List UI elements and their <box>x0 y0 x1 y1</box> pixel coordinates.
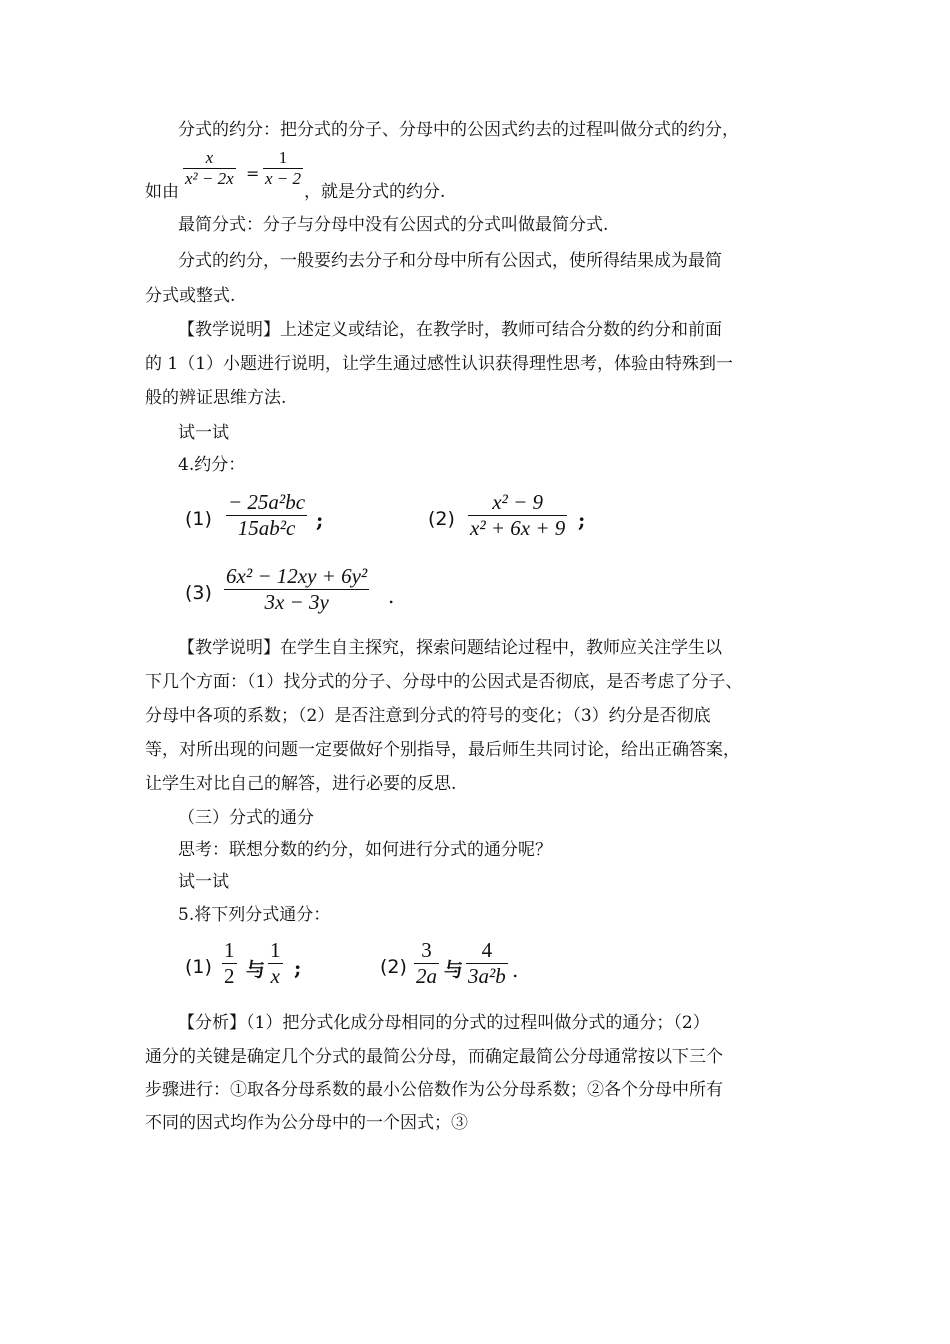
fraction-numerator: − 25a²bc <box>228 490 306 514</box>
q5-sep-1: ; <box>294 956 302 980</box>
fraction-denominator: 15ab²c <box>237 516 296 540</box>
teaching-note1-line3: 般的辨证思维方法. <box>145 388 287 408</box>
q5-with-1: 与 <box>246 959 266 981</box>
equals-sign: = <box>246 164 260 183</box>
definition-reduction-line1: 分式的约分：把分式的分子、分母中的公因式约去的过程叫做分式的约分， <box>178 120 739 140</box>
fraction-denominator: 2a <box>416 964 437 988</box>
fraction-numerator: 1 <box>278 148 288 167</box>
fraction-numerator: x² − 9 <box>492 490 544 514</box>
question5-title: 5.将下列分式通分： <box>178 905 331 925</box>
teaching-note2-line4: 等，对所出现的问题一定要做好个别指导，最后师生共同讨论，给出正确答案， <box>145 740 740 760</box>
example-prefix: 如由 <box>145 182 179 202</box>
question4-title: 4.约分： <box>178 455 246 475</box>
q4-fraction-2 <box>468 490 567 541</box>
q5-with-2: 与 <box>444 959 464 981</box>
q5-label-1: (1) <box>185 956 212 978</box>
q4-sep-2: ; <box>578 508 586 532</box>
teaching-note1-line1: 【教学说明】上述定义或结论，在教学时，教师可结合分数的约分和前面 <box>178 320 722 340</box>
fraction-numerator: x <box>205 148 214 167</box>
fraction-numerator: 6x² − 12xy + 6y² <box>226 564 368 588</box>
fraction-denominator: 3x − 3y <box>264 590 329 614</box>
q4-label-2: (2) <box>428 508 455 530</box>
q5-fraction-a <box>222 938 237 989</box>
q4-label-3: (3) <box>185 582 212 604</box>
fraction-numerator: 4 <box>481 938 493 962</box>
fraction-denominator: x − 2 <box>265 169 302 188</box>
teaching-note2-line5: 让学生对比自己的解答，进行必要的反思. <box>145 774 457 794</box>
reduction-rule-line2: 分式或整式. <box>145 286 236 306</box>
analysis-line2: 通分的关键是确定几个分式的最简公分母，而确定最简公分母通常按以下三个 <box>145 1047 723 1067</box>
fraction-denominator: x² − 2x <box>185 169 234 188</box>
fraction-numerator: 1 <box>224 938 235 962</box>
q5-fraction-b <box>268 938 283 989</box>
fraction-denominator: 3a²b <box>468 964 506 988</box>
reduction-rule-line1: 分式的约分，一般要约去分子和分母中所有公因式，使所得结果成为最简 <box>178 251 722 271</box>
q4-sep-3: . <box>388 584 395 608</box>
example-suffix: ，就是分式的约分. <box>304 182 446 202</box>
analysis-line1: 【分析】（1）把分式化成分母相同的分式的过程叫做分式的通分；（2） <box>178 1013 710 1033</box>
try-it-heading-2: 试一试 <box>178 872 229 892</box>
fraction-denominator: x² + 6x + 9 <box>470 516 566 540</box>
q5-label-2: (2) <box>380 956 407 978</box>
try-it-heading-1: 试一试 <box>178 423 229 443</box>
q5-fraction-d <box>466 938 508 989</box>
example-fraction-left <box>183 148 236 189</box>
q4-fraction-3 <box>224 564 369 615</box>
fraction-denominator: x <box>270 964 280 988</box>
definition-simplest-fraction: 最简分式：分子与分母中没有公因式的分式叫做最简分式. <box>178 215 609 235</box>
fraction-numerator: 1 <box>270 938 281 962</box>
q5-sep-2: . <box>512 958 519 982</box>
think-prompt: 思考：联想分数的约分，如何进行分式的通分呢？ <box>178 840 552 860</box>
q4-label-1: (1) <box>185 508 212 530</box>
section-heading-common-denominator: （三）分式的通分 <box>178 808 314 828</box>
teaching-note2-line3: 分母中各项的系数；（2）是否注意到分式的符号的变化；（3）约分是否彻底 <box>145 706 711 726</box>
q5-fraction-c <box>414 938 439 989</box>
q4-sep-1: ; <box>316 508 324 532</box>
teaching-note2-line1: 【教学说明】在学生自主探究，探索问题结论过程中，教师应关注学生以 <box>178 638 722 658</box>
fraction-denominator: 2 <box>224 964 235 988</box>
analysis-line3: 步骤进行：①取各分母系数的最小公倍数作为公分母系数；②各个分母中所有 <box>145 1080 723 1100</box>
q4-fraction-1 <box>226 490 307 541</box>
teaching-note1-line2: 的 1（1）小题进行说明，让学生通过感性认识获得理性思考，体验由特殊到一 <box>145 354 734 374</box>
analysis-line4: 不同的因式均作为公分母中的一个因式；③ <box>145 1113 468 1133</box>
teaching-note2-line2: 下几个方面：（1）找分式的分子、分母中的公因式是否彻底，是否考虑了分子、 <box>145 672 743 692</box>
fraction-numerator: 3 <box>421 938 432 962</box>
example-fraction-right <box>263 148 303 189</box>
